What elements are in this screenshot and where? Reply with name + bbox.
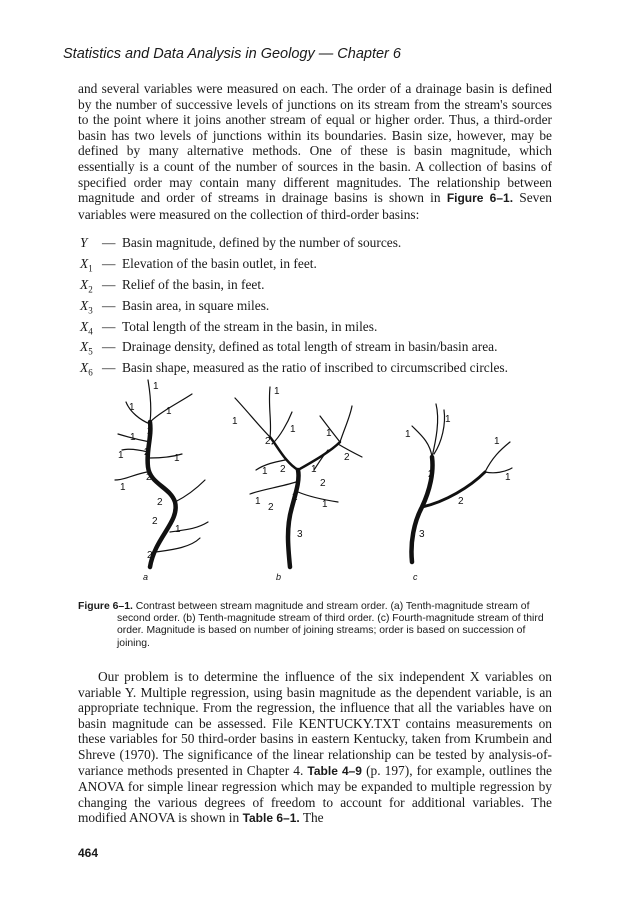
paragraph-intro-end: Seven variables were measured on the collection of third-order basins:: [78, 190, 552, 222]
panel-label-c: c: [413, 572, 418, 582]
order-label: 2: [280, 464, 286, 475]
order-label: 1: [494, 436, 500, 447]
variable-row: [80, 298, 508, 319]
variable-dash: —: [102, 235, 116, 250]
variable-row: [80, 256, 508, 277]
order-label: 2: [458, 496, 464, 507]
variable-description: Basin shape, measured as the ratio of inscribed to circumscribed circles.: [122, 360, 508, 376]
order-label: 1: [505, 472, 511, 483]
order-label: 3: [419, 529, 425, 540]
order-label: 2: [147, 550, 153, 561]
variable-row: [80, 319, 508, 340]
paragraph-regression-mid: (p. 197), for example, outlines the ANOVA for simple linear regression which may be expanded to multiple regression by changing the various degrees of freedom to account for additional variables. The modified ANOVA is shown in: [78, 762, 552, 826]
stream-labels-a: [118, 381, 181, 582]
order-label: 1: [118, 450, 124, 461]
variable-symbol: $X_3$: [80, 297, 93, 316]
order-label: 1: [274, 386, 280, 397]
variable-row: [80, 339, 508, 360]
paragraph-intro: [78, 81, 552, 222]
stream-diagram-b: [235, 387, 362, 567]
variable-description: Basin magnitude, defined by the number of sources.: [122, 235, 402, 250]
order-label: 3: [297, 529, 303, 540]
variable-row: [80, 277, 508, 298]
order-label: 2: [265, 436, 271, 447]
order-label: 2: [268, 502, 274, 513]
stream-network-figure: [100, 362, 530, 592]
order-label: 1: [445, 414, 451, 425]
caption-label: Figure 6–1.: [78, 601, 133, 612]
running-header: Statistics and Data Analysis in Geology — Chapter 6: [63, 46, 401, 62]
variable-dash: —: [102, 360, 116, 376]
variable-dash: —: [102, 339, 116, 355]
variable-description: Drainage density, defined as total length of stream in basin/basin area.: [122, 339, 498, 355]
variable-dash: —: [102, 276, 116, 292]
order-label: 2: [292, 492, 298, 503]
order-label: 1: [129, 402, 135, 413]
paragraph-regression-text: Our problem is to determine the influence of the six independent X variables on variable Y. Multiple regression, using basin magnitude as the dependent variable, is an appropriate technique. From the regression, the influence that all the variables have on basin magnitude can be assessed. File KENTUCKY.TXT contains measurements on these variables for 50 third-order basins in eastern Kentucky, taken from Krumbein and Shreve (1970). The significance of the linear relationship can be tested by analysis-of-variance methods presented in Chapter 4.: [78, 669, 552, 778]
order-label: 2: [428, 469, 434, 480]
variable-description: Basin area, in square miles.: [122, 297, 270, 313]
order-label: 1: [326, 428, 332, 439]
caption-text: Contrast between stream magnitude and stream order. (a) Tenth-magnitude stream of second order. (b) Tenth-magnitude stream of third order. (c) Fourth-magnitude stream of third order. Magnitude is based on number of joining streams; order is based on succession of joining.: [117, 601, 544, 649]
table-reference: Table 6–1.: [242, 811, 300, 826]
variable-dash: —: [102, 255, 116, 271]
variable-list: [80, 235, 508, 381]
stream-diagram-c: [411, 404, 512, 562]
variable-symbol: $X_1$: [80, 255, 93, 274]
order-label: 2: [320, 478, 326, 489]
variable-symbol: $X_4$: [80, 318, 93, 337]
order-label: 2: [157, 497, 163, 508]
order-label: 1: [311, 464, 317, 475]
paragraph-regression: [78, 669, 552, 827]
order-label: 1: [232, 416, 238, 427]
panel-label-a: a: [143, 572, 149, 582]
variable-symbol: Y: [80, 235, 88, 250]
page-number: 464: [78, 846, 99, 860]
figure-reference: Figure 6–1.: [446, 191, 514, 206]
variable-symbol: $X_6$: [80, 360, 93, 378]
variable-symbol: $X_2$: [80, 276, 93, 295]
order-label: 1: [175, 524, 181, 535]
order-label: 1: [322, 499, 328, 510]
order-label: 2: [152, 516, 158, 527]
panel-label-b: b: [276, 572, 282, 582]
order-label: 1: [166, 406, 172, 417]
order-label: 2: [144, 447, 150, 458]
paragraph-regression-end: The: [302, 810, 324, 826]
order-label: 2: [146, 472, 152, 483]
order-label: 1: [255, 496, 261, 507]
variable-description: Elevation of the basin outlet, in feet.: [122, 255, 317, 271]
order-label: 1: [405, 429, 411, 440]
variable-dash: —: [102, 297, 116, 313]
variable-dash: —: [102, 318, 116, 334]
order-label: 1: [174, 453, 180, 464]
variable-description: Total length of the stream in the basin, in miles.: [122, 318, 378, 334]
order-label: 1: [262, 466, 268, 477]
stream-labels-c: [405, 414, 511, 582]
variable-row: [80, 235, 508, 256]
order-label: 2: [344, 452, 350, 463]
variable-description: Relief of the basin, in feet.: [122, 276, 265, 292]
figure-caption: [78, 601, 554, 650]
table-reference: Table 4–9: [307, 763, 362, 778]
order-label: 1: [153, 381, 159, 392]
order-label: 1: [290, 424, 296, 435]
caption-body: [78, 601, 554, 650]
variable-symbol: $X_5$: [80, 339, 93, 358]
order-label: 1: [120, 482, 126, 493]
paragraph-intro-text: and several variables were measured on each. The order of a drainage basin is defined by the number of successive levels of junctions on its stream from the stream's sources to the point where it joins another stream of equal or higher order. Thus, a third-order basin has two levels of junctions within its boundaries. Basin size, however, may be defined by many alternative methods. One of these is basin magnitude, which essentially is a count of the number of sources in the basin. A collection of basins of specified order may contain many different magnitudes. The relationship between magnitude and order of streams in drainage basins is shown in: [78, 81, 552, 206]
order-label: 2: [147, 426, 153, 437]
order-label: 1: [130, 432, 136, 443]
